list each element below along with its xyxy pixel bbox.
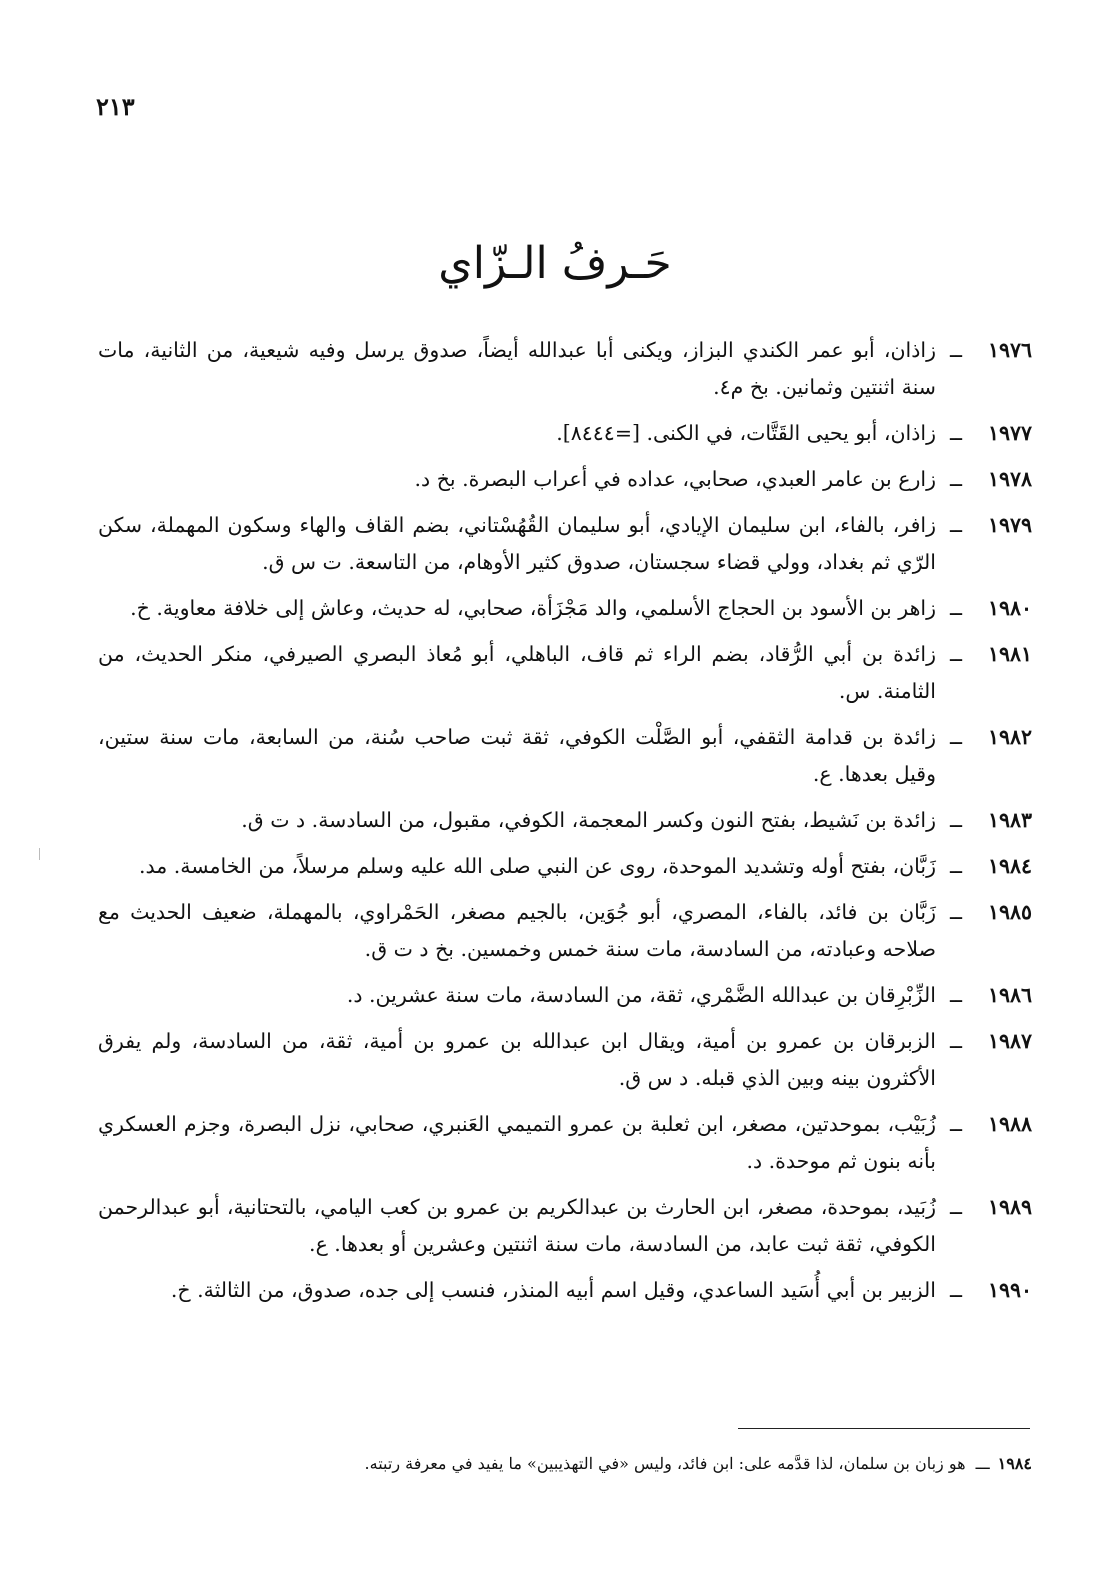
entry-item <box>98 590 1032 627</box>
entries-list <box>98 332 1032 1318</box>
entry-text: زاهر بن الأسود بن الحجاج الأسلمي، والد مَجْزَأة، صحابي، له حديث، وعاش إلى خلافة معاوية. خ. <box>130 596 936 620</box>
entry-number: ١٩٨٨ <box>987 1112 1032 1136</box>
entry-dash: ــ <box>949 596 962 620</box>
entry-number: ١٩٨٢ <box>987 725 1032 749</box>
entry-text: الزبير بن أبي أُسَيد الساعدي، وقيل اسم أبيه المنذر، فنسب إلى جده، صدوق، من الثالثة. خ. <box>170 1278 936 1302</box>
entry-dash: ــ <box>949 1029 962 1053</box>
chapter-title: حَـرفُ الـزّاي <box>438 238 672 289</box>
entry-text: زَبَّان بن فائد، بالفاء، المصري، أبو جُوَين، بالجيم مصغر، الحَمْراوي، بالمهملة، ضعيف الحديث مع صلاحه وعبادته، من السادسة، مات سنة خمس وخمسين. بخ د ت ق. <box>98 900 936 961</box>
entry-dash: ــ <box>949 983 962 1007</box>
entry-number: ١٩٧٦ <box>987 338 1032 362</box>
entry-number: ١٩٨٧ <box>987 1029 1032 1053</box>
entry-number: ١٩٨٠ <box>987 596 1032 620</box>
entry-dash: ــ <box>949 1195 962 1219</box>
entry-item <box>98 1189 1032 1263</box>
entry-dash: ــ <box>949 467 962 491</box>
entry-number: ١٩٧٨ <box>987 467 1032 491</box>
entry-item <box>98 894 1032 968</box>
entry-dash: ــ <box>949 642 962 666</box>
entry-text: زُبَيد، بموحدة، مصغر، ابن الحارث بن عبدالكريم بن عمرو بن كعب اليامي، بالتحتانية، أبو عبدالرحمن الكوفي، ثقة ثبت عابد، من السادسة، مات سنة اثنتين وعشرين أو بعدها. ع. <box>98 1195 936 1256</box>
entry-text: زائدة بن قدامة الثقفي، أبو الصَّلْت الكوفي، ثقة ثبت صاحب سُنة، من السابعة، مات سنة ستين، وقيل بعدها. ع. <box>98 725 936 786</box>
entry-item <box>98 719 1032 793</box>
entry-number: ١٩٩٠ <box>987 1278 1032 1302</box>
footnote-divider <box>738 1428 1030 1429</box>
entry-item <box>98 848 1032 885</box>
entry-dash: ــ <box>949 808 962 832</box>
entry-item <box>98 415 1032 452</box>
entry-number: ١٩٧٧ <box>987 421 1032 445</box>
entry-item <box>98 461 1032 498</box>
entry-text: زاذان، أبو يحيى القَتَّات، في الكنى. [=٨٤٤٤]. <box>556 421 936 445</box>
entry-dash: ــ <box>949 900 962 924</box>
entry-text: زاذان، أبو عمر الكندي البزاز، ويكنى أبا عبدالله أيضاً، صدوق يرسل وفيه شيعية، من الثانية، مات سنة اثنتين وثمانين. بخ م٤. <box>98 338 936 399</box>
entry-text: زُبَيْب، بموحدتين، مصغر، ابن ثعلبة بن عمرو التميمي العَنبري، صحابي، نزل البصرة، وجزم العسكري بأنه بنون ثم موحدة. د. <box>98 1112 936 1173</box>
entry-text: الزِّبْرِقان بن عبدالله الضَّمْري، ثقة، من السادسة، مات سنة عشرين. د. <box>346 983 936 1007</box>
footnote-dash: ـــ <box>975 1454 990 1473</box>
entry-item <box>98 507 1032 581</box>
entry-text: الزبرقان بن عمرو بن أمية، ويقال ابن عبدالله بن عمرو بن أمية، ثقة، من السادسة، ولم يفرق الأكثرون بينه وبين الذي قبله. د س ق. <box>98 1029 936 1090</box>
entry-number: ١٩٨٦ <box>987 983 1032 1007</box>
entry-text: زافر، بالفاء، ابن سليمان الإيادي، أبو سليمان القُهُسْتاني، بضم القاف والهاء وسكون المهملة، سكن الرّي ثم بغداد، وولي قضاء سجستان، صدوق كثير الأوهام، من التاسعة. ت س ق. <box>98 513 936 574</box>
entry-item <box>98 332 1032 406</box>
entry-text: زائدة بن أبي الرُّقاد، بضم الراء ثم قاف، الباهلي، أبو مُعاذ البصري الصيرفي، منكر الحديث، من الثامنة. س. <box>98 642 936 703</box>
footnote <box>200 1450 1032 1478</box>
entry-dash: ــ <box>949 1278 962 1302</box>
entry-item <box>98 636 1032 710</box>
entry-dash: ــ <box>949 725 962 749</box>
entry-item <box>98 1023 1032 1097</box>
entry-item <box>98 1272 1032 1309</box>
entry-item <box>98 977 1032 1014</box>
footnote-number: ١٩٨٤ <box>997 1454 1032 1473</box>
entry-number: ١٩٨١ <box>987 642 1032 666</box>
entry-number: ١٩٨٥ <box>987 900 1032 924</box>
entry-dash: ــ <box>949 421 962 445</box>
footnote-text: هو زبان بن سلمان، لذا قدَّمه على: ابن فائد، وليس «في التهذيبين» ما يفيد في معرفة رتبته. <box>364 1454 966 1473</box>
entry-text: زائدة بن نَشيط، بفتح النون وكسر المعجمة، الكوفي، مقبول، من السادسة. د ت ق. <box>241 808 936 832</box>
entry-dash: ــ <box>949 854 962 878</box>
entry-number: ١٩٧٩ <box>987 513 1032 537</box>
entry-text: زارع بن عامر العبدي، صحابي، عداده في أعراب البصرة. بخ د. <box>414 467 936 491</box>
margin-mark <box>39 848 40 860</box>
entry-item <box>98 802 1032 839</box>
page-number: ٢١٣ <box>96 92 135 121</box>
entry-number: ١٩٨٤ <box>987 854 1032 878</box>
entry-dash: ــ <box>949 338 962 362</box>
entry-number: ١٩٨٩ <box>987 1195 1032 1219</box>
entry-number: ١٩٨٣ <box>987 808 1032 832</box>
entry-item <box>98 1106 1032 1180</box>
entry-dash: ــ <box>949 513 962 537</box>
entry-dash: ــ <box>949 1112 962 1136</box>
entry-text: زَبَّان، بفتح أوله وتشديد الموحدة، روى عن النبي صلى الله عليه وسلم مرسلاً، من الخامسة. مد. <box>138 854 936 878</box>
